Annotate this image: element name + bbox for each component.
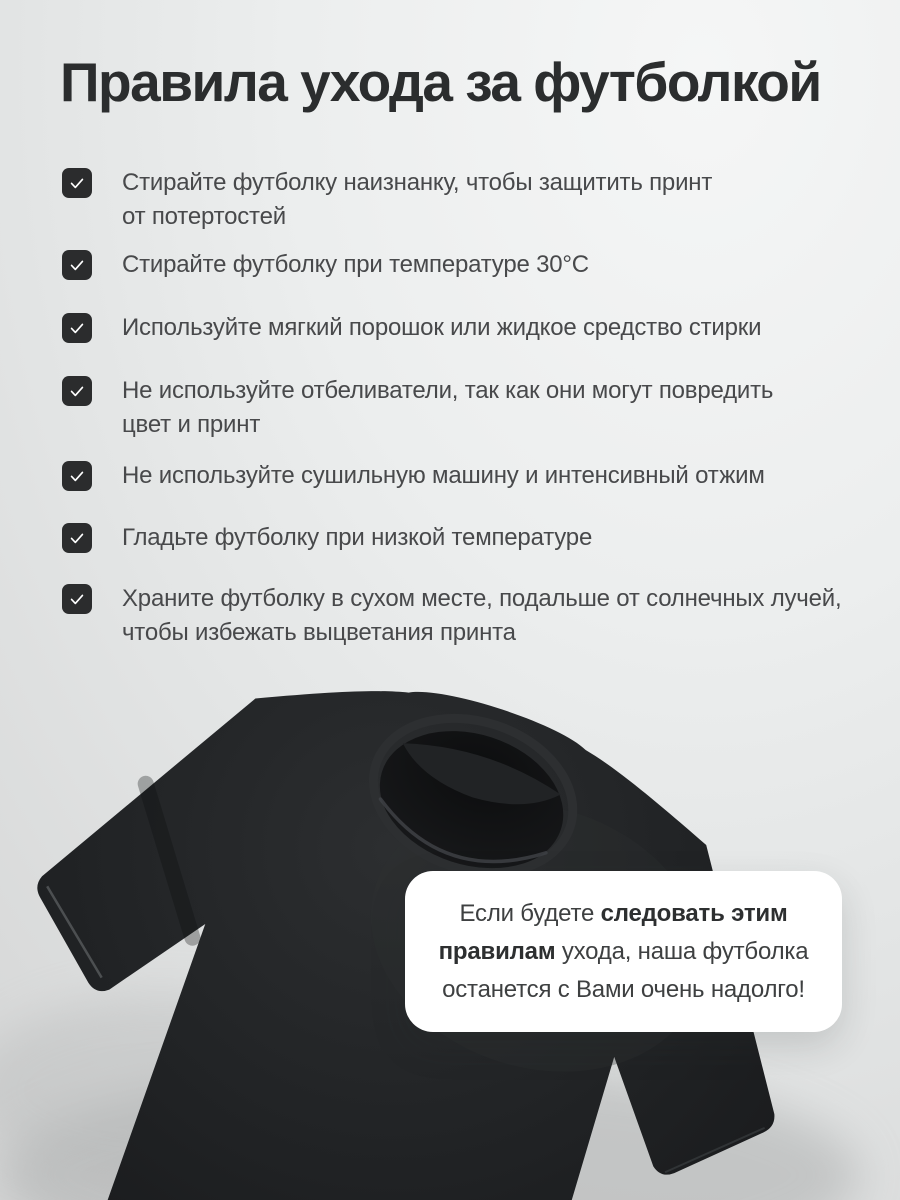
checkbox-checked-icon (62, 461, 92, 491)
checkbox-checked-icon (62, 250, 92, 280)
care-rule-text: Храните футболку в сухом месте, подальше от солнечных лучей, чтобы избежать выцветания принта (122, 585, 842, 646)
checkbox-checked-icon (62, 584, 92, 614)
care-rule-item (62, 582, 841, 650)
callout-suffix: ухода, наша футболка останется с Вами очень надолго! (442, 937, 809, 1003)
care-rule-item (62, 521, 592, 555)
callout-bold: следовать этим правилам (438, 899, 788, 965)
care-rule-text: Стирайте футболку наизнанку, чтобы защитить принт от потертостей (122, 169, 713, 230)
callout-text (428, 895, 819, 1009)
callout-card (405, 871, 842, 1032)
checkbox-checked-icon (62, 168, 92, 198)
care-rule-item (62, 459, 765, 493)
checkmark-icon (67, 255, 87, 275)
care-rule-text: Стирайте футболку при температуре 30°C (122, 251, 589, 278)
care-rule-item (62, 166, 712, 234)
page-title: Правила ухода за футболкой (60, 51, 821, 113)
checkmark-icon (67, 589, 87, 609)
care-rule-item (62, 374, 773, 442)
checkbox-checked-icon (62, 376, 92, 406)
checkmark-icon (67, 173, 87, 193)
care-rule-text: Не используйте отбеливатели, так как они могут повредить цвет и принт (122, 377, 774, 438)
checkmark-icon (67, 528, 87, 548)
checkbox-checked-icon (62, 313, 92, 343)
care-rule-item (62, 311, 761, 345)
care-rule-text: Не используйте сушильную машину и интенсивный отжим (122, 462, 765, 489)
checkmark-icon (67, 381, 87, 401)
care-rule-text: Гладьте футболку при низкой температуре (122, 524, 593, 551)
care-rule-text: Используйте мягкий порошок или жидкое средство стирки (122, 314, 762, 341)
checkmark-icon (67, 466, 87, 486)
callout-prefix: Если будете (459, 899, 601, 927)
checkbox-checked-icon (62, 523, 92, 553)
care-rule-item (62, 248, 589, 282)
checkmark-icon (67, 318, 87, 338)
